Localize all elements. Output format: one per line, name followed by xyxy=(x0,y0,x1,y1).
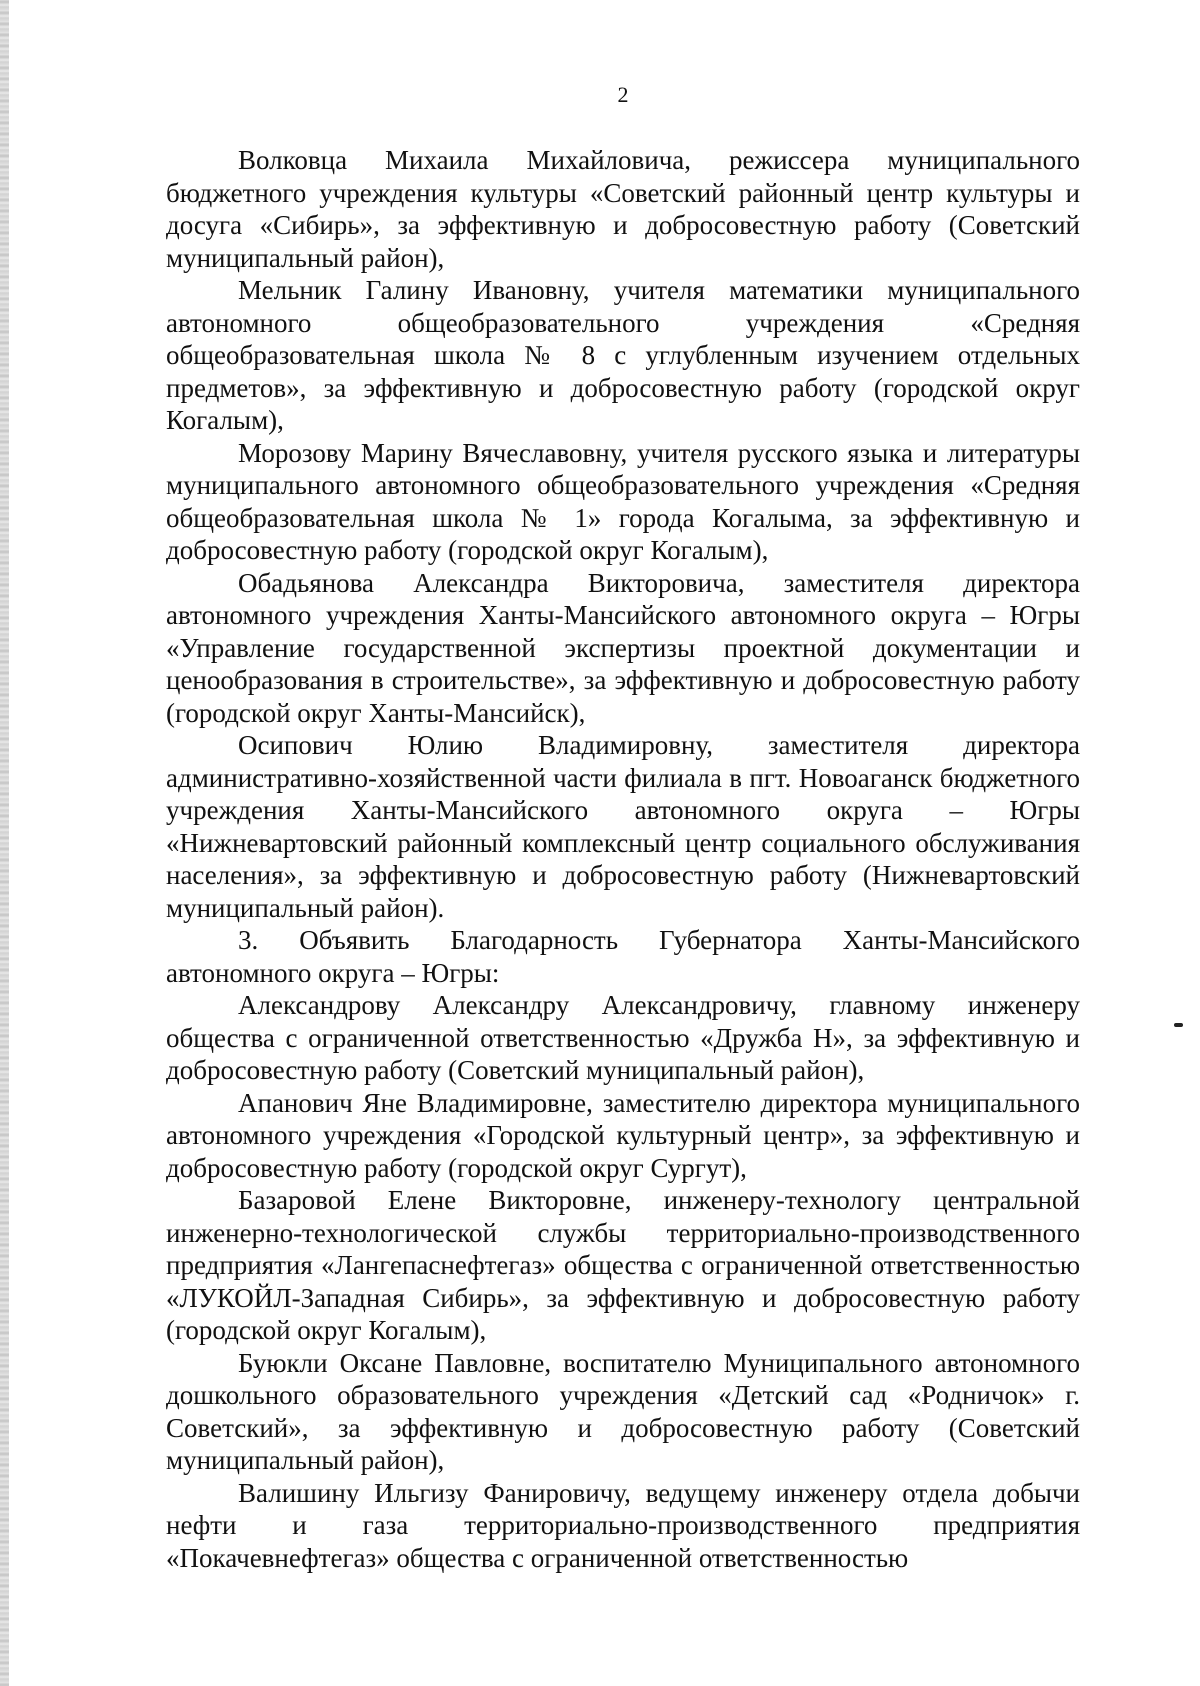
paragraph-morozova: Морозову Марину Вячеславовну, учителя русского языка и литературы муниципального автономного общеобразовательного учреждения «Средняя общеобразовательная школа № 1» города Когалыма, за эффективную и добросовестную работу (городской округ Когалым), xyxy=(166,437,1080,565)
paragraph-aleksandrov: Александрову Александру Александровичу, главному инженеру общества с ограниченной ответственностью «Дружба Н», за эффективную и добросовестную работу (Советский муниципальный район), xyxy=(166,990,1080,1085)
scan-edge-shadow xyxy=(0,0,9,1686)
document-body xyxy=(166,144,1080,1574)
paragraph-volkovets: Волковца Михаила Михайловича, режиссера муниципального бюджетного учреждения культуры «Советский районный центр культуры и досуга «Сибирь», за эффективную и добросовестную работу (Советский муниципальный район), xyxy=(166,145,1080,273)
paragraph-valishin: Валишину Ильгизу Фанировичу, ведущему инженеру отдела добычи нефти и газа территориально-производственного предприятия «Покачевнефтегаз» общества с ограниченной ответственностью xyxy=(166,1477,1080,1573)
paragraph-buyukli: Буюкли Оксане Павловне, воспитателю Муниципального автономного дошкольного образовательного учреждения «Детский сад «Родничок» г. Советский», за эффективную и добросовестную работу (Советский муниципальный район), xyxy=(166,1347,1080,1475)
scan-speck-mark xyxy=(1174,1023,1183,1027)
paragraph-apanovich: Апанович Яне Владимировне, заместителю директора муниципального автономного учреждения «Городской культурный центр», за эффективную и добросовестную работу (городской округ Сургут), xyxy=(166,1087,1080,1183)
page-number: 2 xyxy=(617,82,629,107)
paragraph-osipovich: Осипович Юлию Владимировну, заместителя директора административно-хозяйственной части филиала в пгт. Новоаганск бюджетного учреждения Ханты-Мансийского автономного округа – Югры «Нижневартовский районный комплексный центр социального обслуживания населения», за эффективную и добросовестную работу (Нижневартовский муниципальный район). xyxy=(166,730,1080,923)
paragraph-bazarova: Базаровой Елене Викторовне, инженеру-технологу центральной инженерно-технологической службы территориально-производственного предприятия «Лангепаснефтегаз» общества с ограниченной ответственностью «ЛУКОЙЛ-Западная Сибирь», за эффективную и добросовестную работу (городской округ Когалым), xyxy=(166,1185,1080,1345)
paragraph-item-3: 3. Объявить Благодарность Губернатора Ханты-Мансийского автономного округа – Югры: xyxy=(166,925,1080,988)
paragraph-melnik: Мельник Галину Ивановну, учителя математики муниципального автономного общеобразовательного учреждения «Средняя общеобразовательная школа № 8 с углубленным изучением отдельных предметов», за эффективную и добросовестную работу (городской округ Когалым), xyxy=(166,275,1080,435)
paragraph-obadyanov: Обадьянова Александра Викторовича, заместителя директора автономного учреждения Ханты-Мансийского автономного округа – Югры «Управление государственной экспертизы проектной документации и ценообразования в строительстве», за эффективную и добросовестную работу (городской округ Ханты-Мансийск), xyxy=(166,567,1080,728)
